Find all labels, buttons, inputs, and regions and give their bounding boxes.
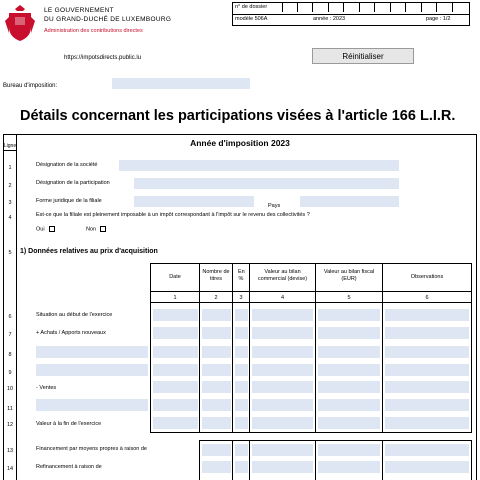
row-num-6: 6: [8, 314, 12, 320]
forme-juridique-field[interactable]: [134, 196, 254, 207]
r12-fiscal[interactable]: [318, 417, 380, 429]
row-num-10: 10: [6, 386, 14, 392]
r9-observations[interactable]: [385, 364, 469, 376]
col-num-2: 2: [214, 295, 218, 301]
row-num-5: 5: [8, 250, 12, 256]
pays-field[interactable]: [300, 196, 399, 207]
row-label-1: Désignation de la société: [36, 162, 98, 168]
website-url[interactable]: https://impotsdirects.public.lu: [64, 55, 142, 61]
r8-observations[interactable]: [385, 346, 469, 358]
page-label: page : 1/2: [426, 16, 451, 22]
r14-commercial[interactable]: [252, 461, 313, 473]
r11-commercial[interactable]: [252, 399, 313, 411]
row-num-13: 13: [6, 448, 14, 454]
row-num-3: 3: [8, 200, 12, 206]
col-num-3: 3: [239, 295, 243, 301]
r12-commercial[interactable]: [252, 417, 313, 429]
r9-pct[interactable]: [235, 364, 248, 376]
col-pct-label: En %: [238, 269, 245, 282]
col-num-6: 6: [425, 295, 429, 301]
annee-label: année : 2023: [313, 16, 346, 22]
r13-pct[interactable]: [235, 444, 248, 456]
row-num-2: 2: [8, 183, 12, 189]
col-num-4: 4: [280, 295, 285, 301]
non-label: Non: [86, 226, 97, 233]
r11-observations[interactable]: [385, 399, 469, 411]
r6-pct[interactable]: [235, 309, 248, 321]
pays-label: Pays: [268, 203, 281, 209]
oui-option[interactable]: [36, 226, 55, 233]
gov-line1: LE GOUVERNEMENT: [44, 7, 114, 14]
row-label-14: Refinancement à raison de: [36, 464, 102, 470]
r6-nombre[interactable]: [202, 309, 231, 321]
r14-pct[interactable]: [235, 461, 248, 473]
col-fiscal-label: Valeur au bilan fiscal (EUR): [323, 269, 375, 282]
row-num-1: 1: [8, 165, 12, 171]
row-label-10: - Ventes: [36, 385, 57, 391]
r9-date[interactable]: [153, 364, 198, 376]
r8-date[interactable]: [153, 346, 198, 358]
r12-observations[interactable]: [385, 417, 469, 429]
r13-nombre[interactable]: [202, 444, 231, 456]
r7-date[interactable]: [153, 327, 198, 339]
col-nombre-label: Nombre de titres: [202, 269, 230, 282]
admin-name: Administration des contributions directes: [44, 28, 143, 34]
row-label-12: Valeur à la fin de l'exercice: [36, 421, 102, 427]
r6-observations[interactable]: [385, 309, 469, 321]
r13-fiscal[interactable]: [318, 444, 380, 456]
modele-label: modèle 506A: [235, 16, 268, 22]
oui-label: Oui: [36, 226, 45, 233]
r8-commercial[interactable]: [252, 346, 313, 358]
row-label-6: Situation au début de l'exercice: [36, 312, 113, 318]
row-label-2: Désignation de la participation: [36, 180, 110, 186]
r14-fiscal[interactable]: [318, 461, 380, 473]
col-num-1: 1: [173, 295, 177, 301]
r7-nombre[interactable]: [202, 327, 231, 339]
section1-title: 1) Données relatives au prix d'acquisition: [20, 248, 158, 255]
r10-fiscal[interactable]: [318, 381, 380, 393]
col-date-label: Date: [169, 274, 181, 280]
r9-commercial[interactable]: [252, 364, 313, 376]
r11-pct[interactable]: [235, 399, 248, 411]
row-label-3: Forme juridique de la filiale: [36, 198, 102, 204]
r10-nombre[interactable]: [202, 381, 231, 393]
r12-nombre[interactable]: [202, 417, 231, 429]
year-title: Année d'imposition 2023: [190, 138, 290, 148]
non-checkbox[interactable]: [100, 226, 106, 232]
r7-observations[interactable]: [385, 327, 469, 339]
coat-of-arms-logo: [3, 3, 37, 43]
r10-date[interactable]: [153, 381, 198, 393]
r11-label-field[interactable]: [36, 399, 148, 411]
row-num-12: 12: [6, 422, 14, 428]
row-num-4: 4: [8, 215, 12, 221]
r11-date[interactable]: [153, 399, 198, 411]
r8-label-field[interactable]: [36, 346, 148, 358]
r6-fiscal[interactable]: [318, 309, 380, 321]
gov-line2: DU GRAND-DUCHÉ DE LUXEMBOURG: [44, 16, 172, 23]
r7-fiscal[interactable]: [318, 327, 380, 339]
r12-date[interactable]: [153, 417, 198, 429]
r11-fiscal[interactable]: [318, 399, 380, 411]
oui-checkbox[interactable]: [49, 226, 55, 232]
row-label-7: + Achats / Apports nouveaux: [36, 330, 106, 336]
r7-commercial[interactable]: [252, 327, 313, 339]
row-num-7: 7: [8, 332, 12, 338]
row-num-9: 9: [8, 370, 12, 376]
dossier-digit-cells[interactable]: [282, 2, 470, 12]
row-num-14: 14: [6, 466, 14, 472]
bureau-field[interactable]: [112, 78, 250, 89]
dossier-label: n° de dossier: [235, 4, 268, 10]
row-label-13: Financement par moyens propres à raison de: [36, 446, 147, 452]
r13-observations[interactable]: [385, 444, 469, 456]
r11-nombre[interactable]: [202, 399, 231, 411]
page-title: Détails concernant les participations visées à l'article 166 L.I.R.: [20, 108, 456, 124]
r14-nombre[interactable]: [202, 461, 231, 473]
r9-nombre[interactable]: [202, 364, 231, 376]
bureau-label: Bureau d'imposition:: [3, 83, 58, 89]
r9-label-field[interactable]: [36, 364, 148, 376]
r8-pct[interactable]: [235, 346, 248, 358]
r9-fiscal[interactable]: [318, 364, 380, 376]
col-observations-label: Observations: [410, 274, 444, 280]
col-commercial-label: Valeur au bilan commercial (devise): [257, 269, 308, 282]
r7-pct[interactable]: [235, 327, 248, 339]
r8-fiscal[interactable]: [318, 346, 380, 358]
reset-button[interactable]: Réinitialiser: [312, 48, 414, 64]
ligne-header: Ligne: [3, 143, 17, 149]
r6-commercial[interactable]: [252, 309, 313, 321]
societe-field[interactable]: [119, 160, 399, 171]
table-header: [150, 263, 472, 303]
row-num-8: 8: [8, 352, 12, 358]
r13-commercial[interactable]: [252, 444, 313, 456]
non-option[interactable]: [86, 226, 106, 233]
r10-commercial[interactable]: [252, 381, 313, 393]
participation-field[interactable]: [134, 178, 399, 189]
r10-observations[interactable]: [385, 381, 469, 393]
r10-pct[interactable]: [235, 381, 248, 393]
r8-nombre[interactable]: [202, 346, 231, 358]
row-label-4: Est-ce que la filiale est pleinement imposable à un impôt correspondant à l'impôt sur le revenu des collectivités ?: [36, 212, 310, 218]
row-num-11: 11: [7, 406, 13, 412]
r6-date[interactable]: [153, 309, 198, 321]
col-num-5: 5: [347, 295, 351, 301]
r12-pct[interactable]: [235, 417, 248, 429]
r14-observations[interactable]: [385, 461, 469, 473]
